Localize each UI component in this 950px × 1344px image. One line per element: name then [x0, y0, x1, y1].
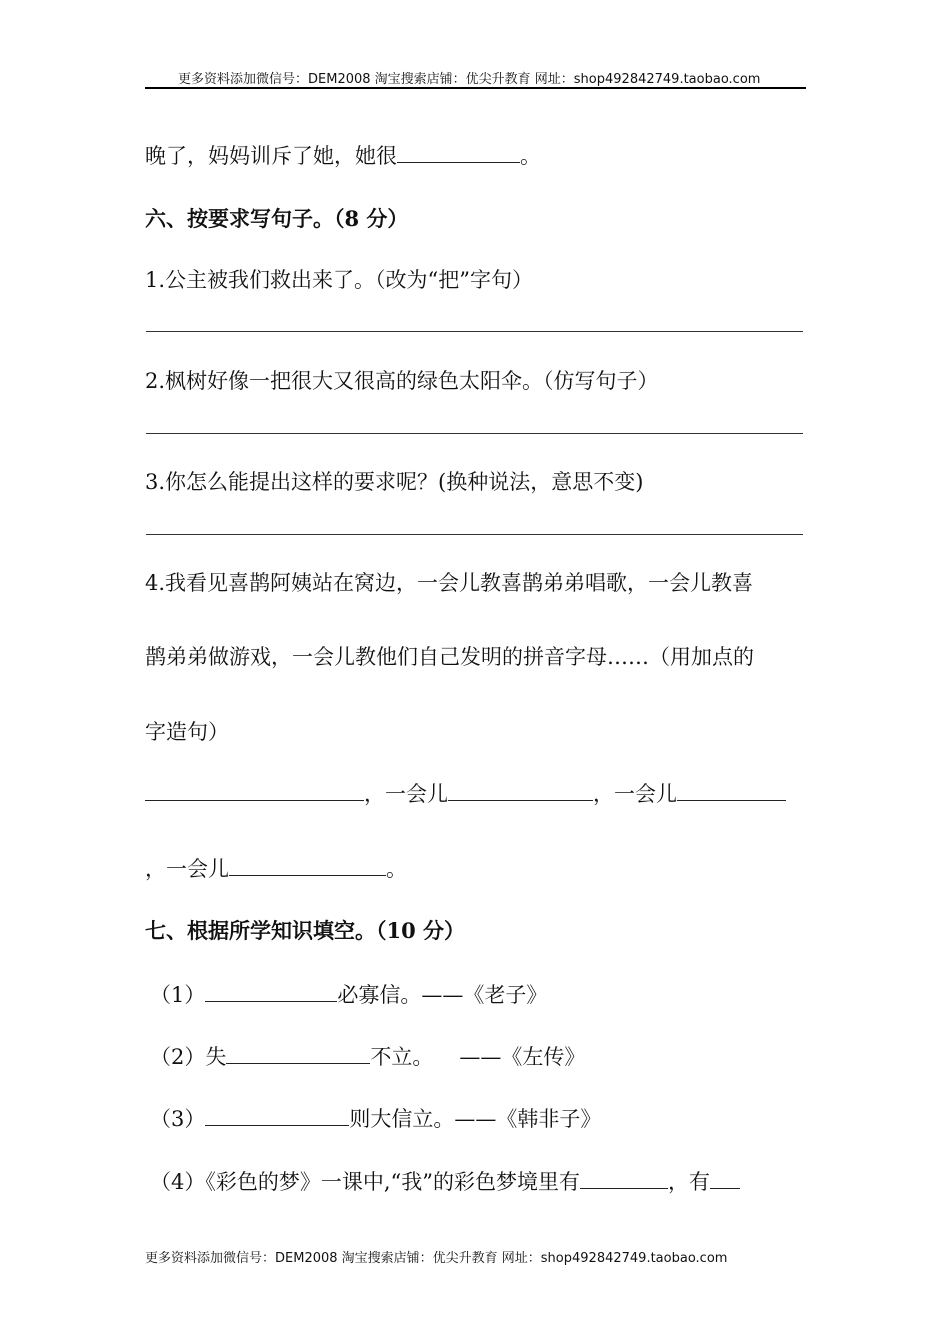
- answer-blank[interactable]: [205, 983, 337, 1002]
- page-footer: 更多资料添加微信号：DEM2008 淘宝搜索店铺：优尖升教育 网址：shop492842749.taobao.com: [145, 1251, 728, 1266]
- item-number: （2）失: [150, 1045, 227, 1069]
- answer-blank[interactable]: [448, 782, 593, 801]
- answer-blank[interactable]: [226, 1045, 370, 1064]
- fill-item-2: [150, 1041, 585, 1071]
- answer-blank[interactable]: [205, 1107, 349, 1126]
- answer-line-3[interactable]: [146, 534, 803, 535]
- answer-blank[interactable]: [145, 782, 364, 801]
- item-text: （4）《彩色的梦》一课中,“我”的彩色梦境里有: [150, 1170, 581, 1194]
- fill-separator: ，一会儿: [364, 782, 448, 806]
- item-text: 则大信立。——《韩非子》: [349, 1107, 602, 1131]
- question-4-line-2: 鹊弟弟做游戏，一会儿教他们自己发明的拼音字母……（用加点的: [145, 645, 754, 669]
- question-4-line-3: 字造句）: [145, 720, 229, 744]
- answer-blank[interactable]: [580, 1170, 668, 1189]
- question-2: 2.枫树好像一把很大又很高的绿色太阳伞。（仿写句子）: [145, 369, 659, 393]
- fill-item-3: [150, 1103, 601, 1133]
- item-text: ，有: [668, 1170, 711, 1194]
- answer-blank[interactable]: [677, 782, 786, 801]
- question-4-line-1: 4.我看见喜鹊阿姨站在窝边，一会儿教喜鹊弟弟唱歌，一会儿教喜: [145, 571, 754, 595]
- fill-separator: ，一会儿: [145, 857, 229, 881]
- fill-item-4: [150, 1166, 740, 1196]
- answer-line-1[interactable]: [146, 331, 803, 332]
- fill-item-1: [150, 979, 547, 1009]
- answer-blank[interactable]: [710, 1170, 740, 1189]
- item-text: 不立。: [370, 1045, 434, 1069]
- fill-sentence-line-2: [145, 853, 407, 883]
- fill-end: 。: [386, 857, 407, 881]
- question-1: 1.公主被我们救出来了。（改为“把”字句）: [145, 268, 534, 292]
- item-number: （3）: [150, 1107, 206, 1131]
- question-3: 3.你怎么能提出这样的要求呢？(换种说法，意思不变): [145, 470, 644, 494]
- answer-blank[interactable]: [229, 857, 386, 876]
- item-number: （1）: [150, 983, 206, 1007]
- continuation-line: [145, 140, 541, 170]
- answer-blank[interactable]: [397, 144, 520, 163]
- section-six-heading: 六、按要求写句子。（8 分）: [145, 206, 409, 231]
- header-divider: [145, 87, 806, 89]
- item-text: 必寡信。——《老子》: [337, 983, 548, 1007]
- fill-separator: ，一会儿: [593, 782, 677, 806]
- continuation-text: 晚了，妈妈训斥了她，她很: [145, 144, 397, 168]
- item-source: ——《左传》: [459, 1045, 586, 1069]
- section-seven-heading: 七、根据所学知识填空。（10 分）: [145, 918, 466, 943]
- fill-sentence-line-1: [145, 778, 786, 808]
- continuation-end: 。: [520, 144, 541, 168]
- page-header: 更多资料添加微信号：DEM2008 淘宝搜索店铺：优尖升教育 网址：shop492842749.taobao.com: [178, 72, 761, 87]
- answer-line-2[interactable]: [146, 433, 803, 434]
